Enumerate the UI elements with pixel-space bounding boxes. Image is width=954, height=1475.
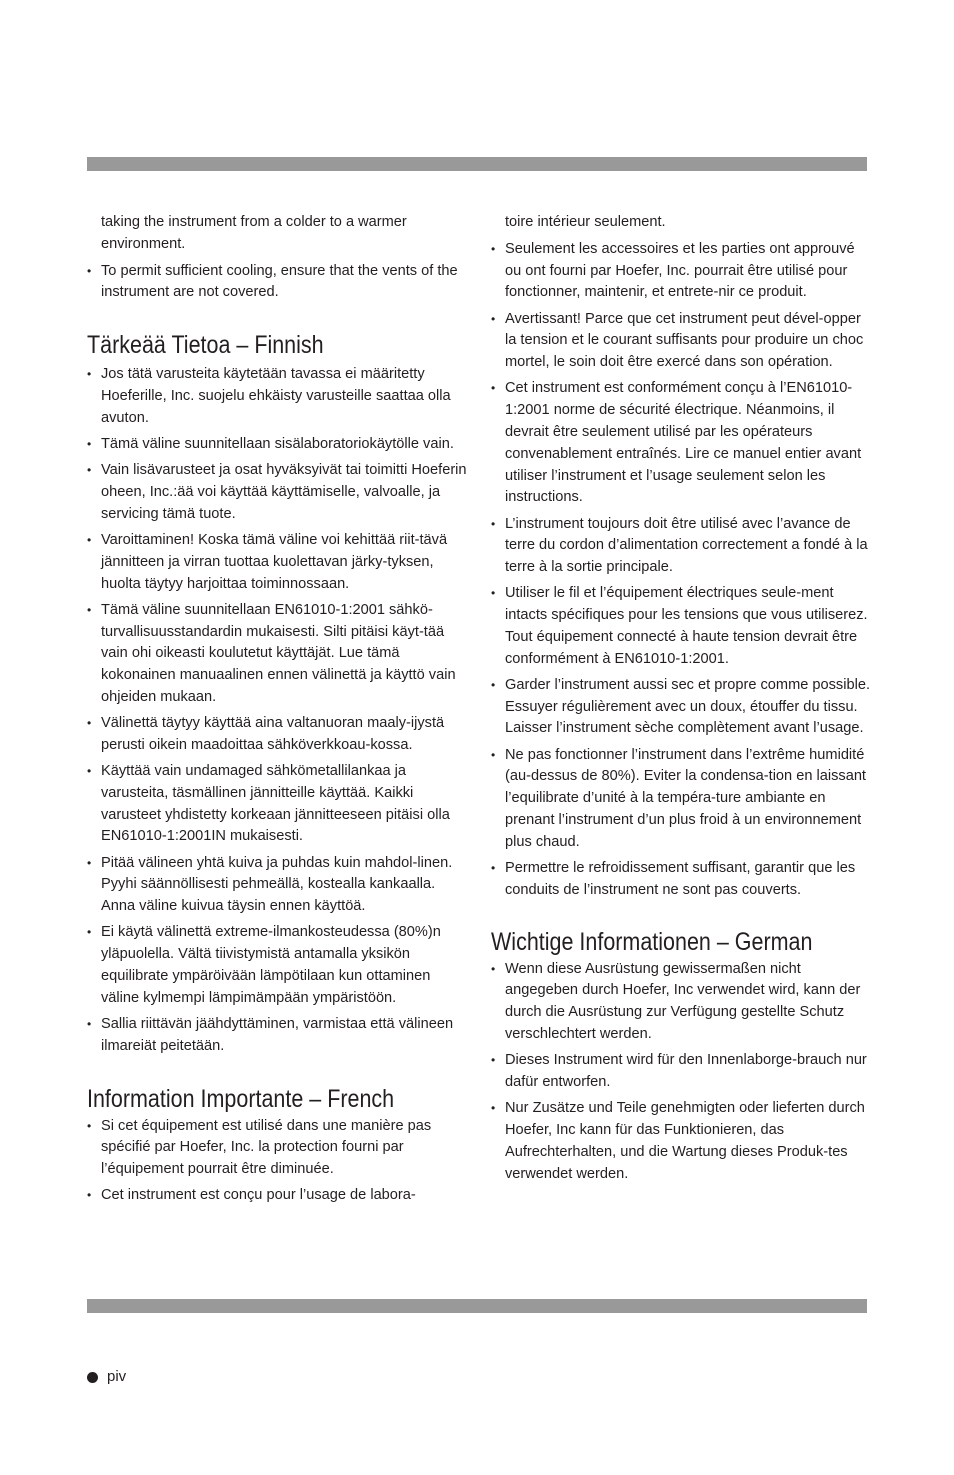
list-item: • Nur Zusätze und Teile genehmigten oder lieferten durch Hoefer, Inc kann für das Funktionieren, das Aufrechterhalten, und die Wartung dieses Produk-tes verwendet werden. bbox=[491, 1098, 871, 1185]
list-item: • Cet instrument est conçu pour l’usage de labora- bbox=[87, 1185, 467, 1207]
finnish-list bbox=[87, 364, 467, 1057]
list-item: • Si cet équipement est utilisé dans une manière pas spécifié par Hoefer, Inc. la protection fourni par l’équipement pourrait être diminuée. bbox=[87, 1116, 467, 1181]
list-item: • To permit sufficient cooling, ensure that the vents of the instrument are not covered. bbox=[87, 261, 467, 305]
list-item: • Permettre le refroidissement suffisant, garantir que les conduits de l’instrument ne sont pas couverts. bbox=[491, 858, 871, 902]
german-list bbox=[491, 959, 871, 1186]
continuation-text: taking the instrument from a colder to a warmer environment. bbox=[101, 214, 407, 252]
english-list bbox=[87, 261, 467, 305]
header-rule bbox=[87, 157, 867, 171]
french-heading: Information Importante – French bbox=[87, 1084, 395, 1113]
list-item: • Ne pas fonctionner l’instrument dans l’extrême humidité (au-dessus de 80%). Eviter la condensa-tion en laissant l’equilibrate d’unité à la tempéra-ture ambiante en prenant l’instrument d’un plus froid à un environnement plus chaud. bbox=[491, 745, 871, 854]
list-item: • Välinettä täytyy käyttää aina valtanuoran maaly-ijystä perusti oikein maadoittaa sähköverkkoau-kossa. bbox=[87, 713, 467, 757]
german-heading: Wichtige Informationen – German bbox=[491, 927, 813, 956]
list-item: • L’instrument toujours doit être utilisé avec l’avance de terre du cordon d’alimentation correctement a fondé à la terre à la sortie principale. bbox=[491, 514, 871, 579]
footer-rule bbox=[87, 1299, 867, 1313]
list-item: • Pitää välineen yhtä kuiva ja puhdas kuin mahdol-linen. Pyyhi säännöllisesti pehmeällä, kostealla kankaalla. Anna väline kuivua täysin ennen käyttöä. bbox=[87, 853, 467, 918]
list-item: • Ei käytä välinettä extreme-ilmankosteudessa (80%)n yläpuolella. Vältä tiivistymistä antamalla yksikön equilibrate ympäröivään lämpötilaan kun ottaminen väline kylmempi lämpimämpään ympäristöön. bbox=[87, 922, 467, 1009]
french-list-continued bbox=[491, 239, 871, 902]
list-item: • Cet instrument est conformément conçu à l’EN61010-1:2001 norme de sécurité électrique. Néanmoins, il devrait être seulement utilisé par les opérateurs convenablement entraînés. Lire ce manuel entier avant utiliser l’instrument et l’usage seulement selon les instructions. bbox=[491, 378, 871, 509]
page-number: piv bbox=[107, 1368, 127, 1385]
list-item: • Vain lisävarusteet ja osat hyväksyivät tai toimitti Hoeferin oheen, Inc.:ää voi käyttää käyttämiselle, valvoalle, ja servicing tämä tuote. bbox=[87, 460, 467, 525]
list-item: • Tämä väline suunnitellaan EN61010-1:2001 sähkö-turvallisuusstandardin mukaisesti. Silti pitäisi käyt-tää vain ohi oikeasti koulutetut käyttäjät. Lue tämä kokonainen manuaalinen ennen välinettä ja käyttö vain ohjeiden mukaan. bbox=[87, 600, 467, 709]
list-item: • Avertissant! Parce que cet instrument peut dével-opper la tension et le courant suffisants pour produire un choc mortel, le soin doit être exercé dans son opération. bbox=[491, 309, 871, 374]
list-item: • Tämä väline suunnitellaan sisälaboratoriokäytölle vain. bbox=[87, 434, 467, 456]
right-column bbox=[491, 212, 871, 1190]
list-item: • Dieses Instrument wird für den Innenlaborge-brauch nur dafür entworfen. bbox=[491, 1050, 871, 1094]
finnish-heading: Tärkeää Tietoa – Finnish bbox=[87, 331, 324, 360]
list-item: • Käyttää vain undamaged sähkömetallilankaa ja varusteita, täsmällinen jännitteille käyttää. Kaikki varusteet yhdistetty korkeaan jännitteeseen pitäisi olla EN61010-1:2001IN mukaisesti. bbox=[87, 761, 467, 848]
list-item: • Varoittaminen! Koska tämä väline voi kehittää riit-tävä jännitteen ja virran tuottaa kuolettavan järky-tyksen, huolta täytyy harjoittaa toiminnossaan. bbox=[87, 530, 467, 595]
list-item: • Jos tätä varusteita käytetään tavassa ei määritetty Hoeferille, Inc. suojelu ehkäisty varusteille saattaa olla avuton. bbox=[87, 364, 467, 429]
list-item: • Garder l’instrument aussi sec et propre comme possible. Essuyer régulièrement avec un doux, étouffer du tissu. Laisser l’instrument sèche complètement avant l’usage. bbox=[491, 675, 871, 740]
continuation-text: toire intérieur seulement. bbox=[505, 214, 666, 230]
bullet-dot-icon bbox=[87, 1372, 98, 1383]
list-item: • Sallia riittävän jäähdyttäminen, varmistaa että välineen ilmareiät peitetään. bbox=[87, 1014, 467, 1058]
list-item: • Wenn diese Ausrüstung gewissermaßen nicht angegeben durch Hoefer, Inc verwendet wird, kann der durch die Ausrüstung zur Verfügung gestellte Schutz verschlechtert werden. bbox=[491, 959, 871, 1046]
french-list bbox=[87, 1116, 467, 1208]
left-column bbox=[87, 212, 467, 1212]
page-footer bbox=[87, 1367, 126, 1387]
list-item: • Utiliser le fil et l’équipement électriques seule-ment intacts spécifiques pour les tensions que vous utiliserez. Tout équipement connecté à haute tension devrait être conformément à EN61010-1:2001. bbox=[491, 583, 871, 670]
list-item: • Seulement les accessoires et les parties ont approuvé ou ont fourni par Hoefer, Inc. pourrait être utilisé pour fonctionner, maintenir, et entrete-nir ce produit. bbox=[491, 239, 871, 304]
